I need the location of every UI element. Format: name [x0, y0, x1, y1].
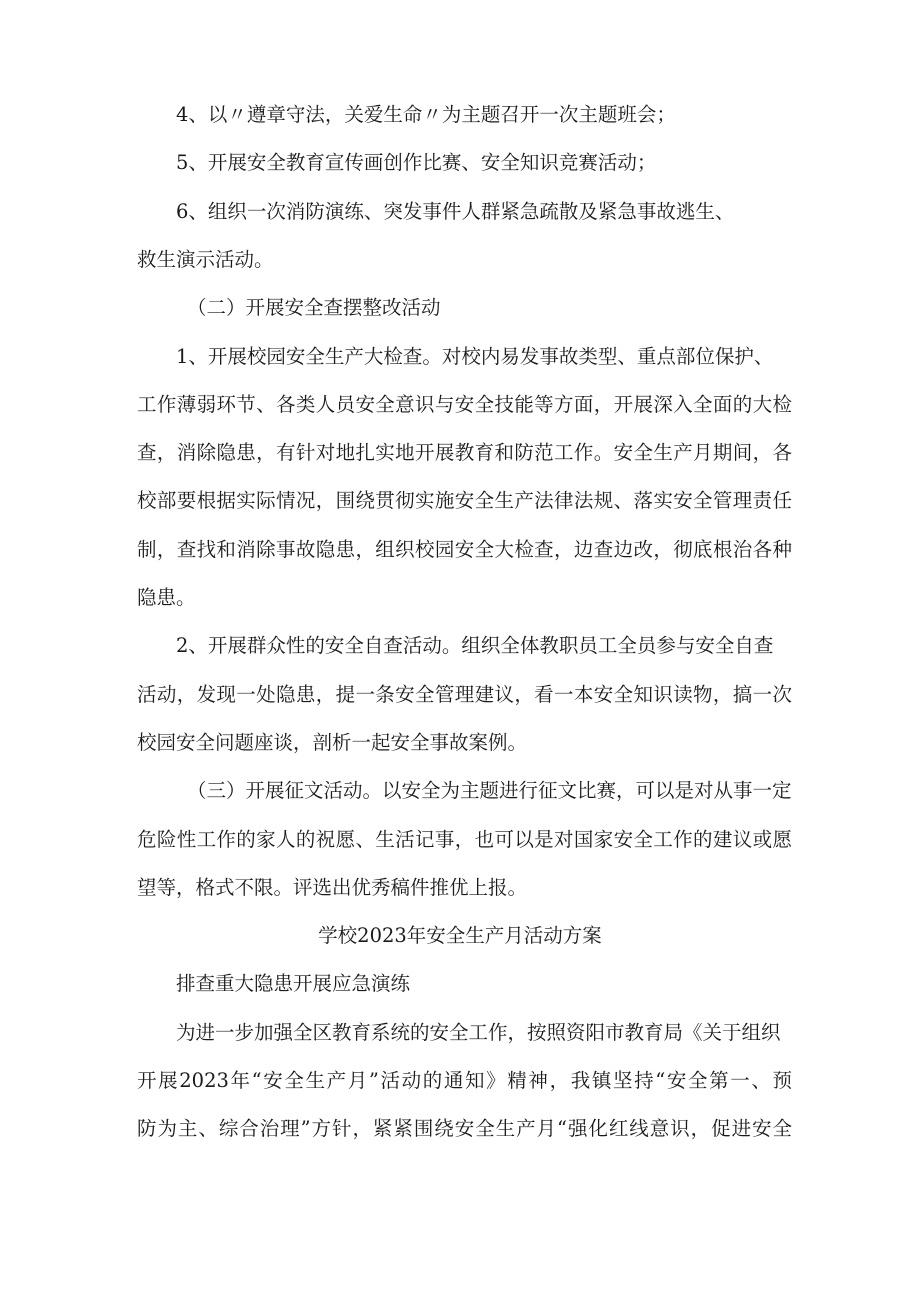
list-item-5: 5、开展安全教育宣传画创作比赛、安全知识竞赛活动； [176, 151, 657, 174]
paragraph-line: 望等，格式不限。评选出优秀稿件推优上报。 [137, 876, 528, 899]
paragraph-line: 制，查找和消除事故隐患，组织校园安全大检查，边查边改，彻底根治各种 [137, 538, 792, 561]
list-item-6-continued: 救生演示活动。 [137, 248, 274, 271]
paragraph-line: 校部要根据实际情况，围绕贯彻实施安全生产法律法规、落实安全管理责任 [137, 489, 792, 512]
paragraph-line: 防为主、综合治理”方针，紧紧围绕安全生产月“强化红线意识，促进安全 [137, 1117, 792, 1140]
document-subtitle: 排查重大隐患开展应急演练 [176, 972, 411, 995]
list-item-6: 6、组织一次消防演练、突发事件人群紧急疏散及紧急事故逃生、 [176, 200, 735, 223]
paragraph-line: 隐患。 [137, 586, 196, 609]
list-item-4: 4、以〃遵章守法，关爱生命〃为主题召开一次主题班会； [176, 103, 676, 126]
paragraph-line: 2、开展群众性的安全自查活动。组织全体教职员工全员参与安全自查 [176, 634, 774, 657]
paragraph-line: 1、开展校园安全生产大检查。对校内易发事故类型、重点部位保护、 [176, 345, 774, 368]
paragraph-line: 危险性工作的家人的祝愿、生活记事，也可以是对国家安全工作的建议或愿 [137, 828, 792, 851]
document-title: 学校2023年安全生产月活动方案 [318, 924, 602, 947]
paragraph-line: 校园安全问题座谈，剖析一起安全事故案例。 [137, 731, 528, 754]
paragraph-line: 活动，发现一处隐患，提一条安全管理建议，看一本安全知识读物，搞一次 [137, 683, 792, 706]
paragraph-line: 工作薄弱环节、各类人员安全意识与安全技能等方面，开展深入全面的大检 [137, 393, 792, 416]
paragraph-line: 开展2023年“安全生产月”活动的通知》精神，我镇坚持“安全第一、预 [137, 1069, 792, 1092]
paragraph-line: 查，消除隐患，有针对地扎实地开展教育和防范工作。安全生产月期间，各 [137, 441, 792, 464]
paragraph-line: 为进一步加强全区教育系统的安全工作，按照资阳市教育局《关于组织 [176, 1021, 781, 1044]
section-heading-2: （二）开展安全查摆整改活动 [187, 296, 441, 319]
section-heading-3: （三）开展征文活动。以安全为主题进行征文比赛，可以是对从事一定 [187, 779, 792, 802]
